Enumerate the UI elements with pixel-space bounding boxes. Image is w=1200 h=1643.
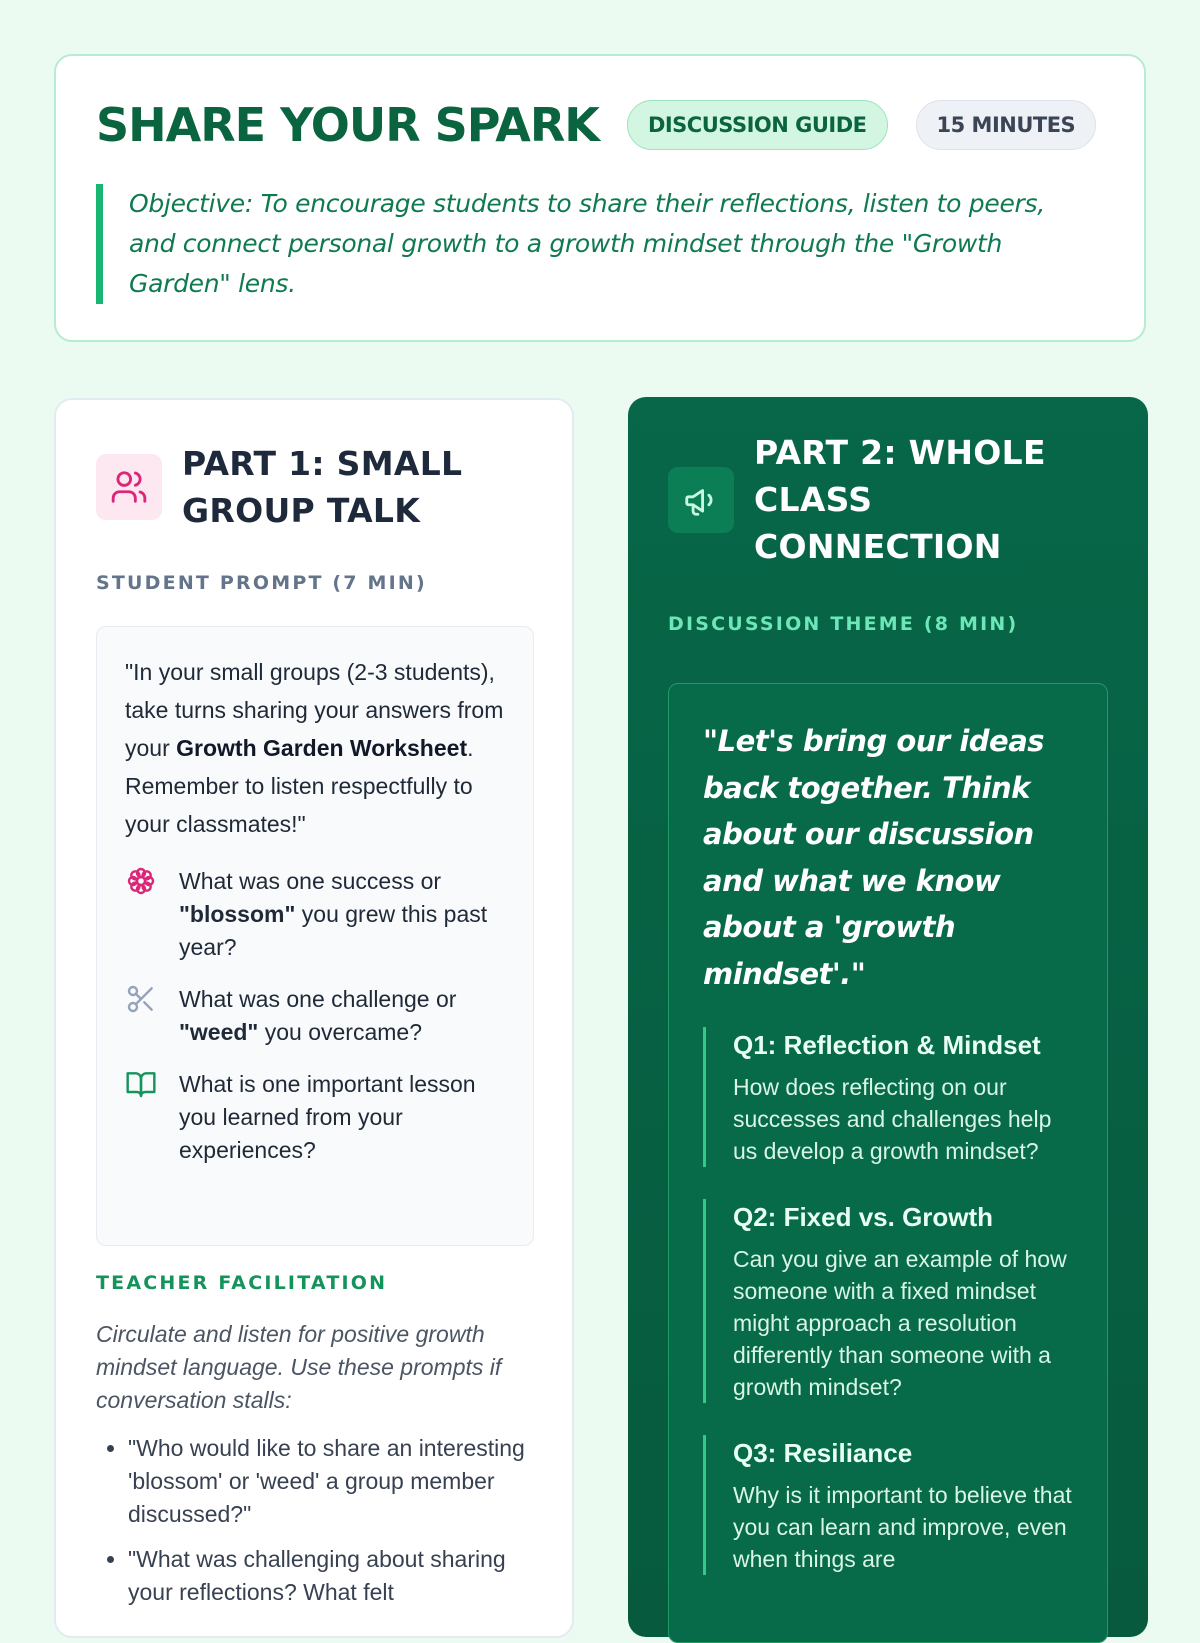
question-text-end: you overcame? bbox=[258, 1019, 422, 1045]
part1-card bbox=[54, 398, 574, 1638]
question-title: Q2: Fixed vs. Growth bbox=[733, 1202, 994, 1232]
question-title: Q1: Reflection & Mindset bbox=[733, 1030, 1041, 1060]
page-title: SHARE YOUR SPARK bbox=[96, 98, 599, 152]
student-prompt-label: STUDENT PROMPT (7 MIN) bbox=[96, 572, 427, 594]
scissors-icon bbox=[125, 983, 159, 1017]
flower-icon bbox=[125, 865, 159, 899]
discussion-guide-badge: DISCUSSION GUIDE bbox=[627, 100, 888, 150]
prompt-text-start: "In your small groups (2-3 students), take turns sharing your answers from your bbox=[125, 659, 504, 761]
objective-text: Objective: To encourage students to share their reflections, listen to peers, and connect personal growth to a growth mindset through the "Growth Garden" lens. bbox=[96, 184, 1096, 304]
teacher-prompt-list bbox=[96, 1432, 548, 1621]
book-icon bbox=[125, 1068, 159, 1102]
theme-quote: "Let's bring our ideas back together. Think about our discussion and what we know about a 'growth mindset'." bbox=[703, 724, 1045, 991]
teacher-facilitation-label: TEACHER FACILITATION bbox=[96, 1272, 388, 1294]
student-prompt-box bbox=[96, 626, 534, 1246]
list-item bbox=[125, 983, 507, 1049]
list-item: • "Who would like to share an interesting 'blossom' or 'weed' a group member discussed?" bbox=[128, 1432, 548, 1531]
question-text bbox=[179, 983, 507, 1049]
list-item: • "What was challenging about sharing your reflections? What felt bbox=[128, 1543, 548, 1609]
question-item bbox=[703, 1199, 1077, 1403]
users-icon bbox=[96, 454, 162, 520]
discussion-theme-label: DISCUSSION THEME (8 MIN) bbox=[668, 613, 1019, 635]
question-text: Can you give an example of how someone with a fixed mindset might approach a resolution differently than someone with a growth mindset? bbox=[733, 1246, 1067, 1400]
question-keyword: "weed" bbox=[179, 1019, 259, 1045]
title-row bbox=[96, 100, 1104, 150]
question-item bbox=[703, 1027, 1077, 1167]
part2-header bbox=[668, 429, 1054, 570]
header-card bbox=[54, 54, 1146, 342]
question-keyword: "blossom" bbox=[179, 901, 296, 927]
question-text-end: you grew this past year? bbox=[179, 901, 488, 960]
duration-badge: 15 MINUTES bbox=[916, 100, 1097, 150]
question-title: Q3: Resiliance bbox=[733, 1438, 913, 1468]
question-text: Why is it important to believe that you can learn and improve, even when things are bbox=[733, 1482, 1072, 1572]
prompt-text-end: . Remember to listen respectfully to your classmates!" bbox=[125, 735, 474, 837]
worksheet-name: Growth Garden Worksheet bbox=[176, 735, 468, 761]
question-text bbox=[179, 865, 507, 964]
question-item bbox=[703, 1435, 1077, 1575]
question-list bbox=[125, 865, 507, 1167]
list-item bbox=[125, 1068, 507, 1167]
discussion-theme-box bbox=[668, 683, 1108, 1643]
question-text-start: What was one challenge or bbox=[179, 986, 457, 1012]
megaphone-icon bbox=[668, 467, 734, 533]
list-item bbox=[125, 865, 507, 964]
part2-card bbox=[628, 397, 1148, 1637]
question-text bbox=[179, 1068, 507, 1167]
part1-header bbox=[96, 440, 482, 534]
question-text-start: What was one success or bbox=[179, 868, 442, 894]
part2-title: PART 2: WHOLE CLASS CONNECTION bbox=[754, 433, 1046, 566]
question-text: How does reflecting on our successes and challenges help us develop a growth mindset? bbox=[733, 1074, 1052, 1164]
teacher-note: Circulate and listen for positive growth mindset language. Use these prompts if conversation stalls: bbox=[96, 1321, 502, 1413]
question-text-start: What is one important lesson you learned from your experiences? bbox=[179, 1071, 476, 1163]
student-prompt-quote bbox=[125, 653, 507, 843]
part1-title: PART 1: SMALL GROUP TALK bbox=[182, 444, 463, 530]
